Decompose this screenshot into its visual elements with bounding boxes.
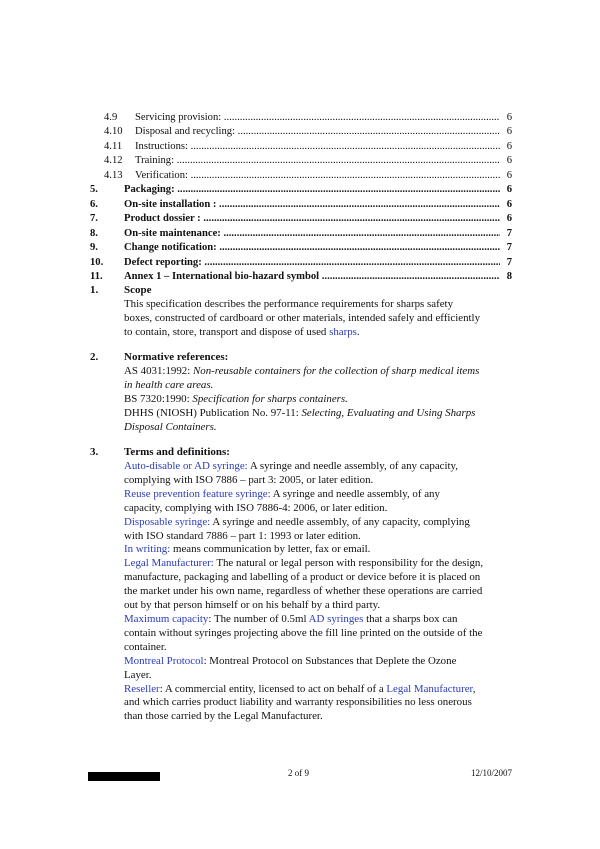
term-in-writing[interactable]: In writing: [124, 543, 171, 556]
footer-date: 12/10/2007 [471, 768, 513, 778]
footer-page-number: 2 of 9 [288, 768, 309, 778]
legal-manufacturer-link[interactable]: Legal Manufacturer [386, 682, 473, 695]
toc-entry[interactable] [90, 183, 512, 197]
terms-definitions: Auto-disable or AD syringe: A syringe and needle assembly, of any capacity, complying with ISO 7886 – part 3: 2005, or later edition. Reuse prevention feature syringe: A syringe and needle assembly, of any capacity, complying with ISO 7886-4: 2006, or later edition. Disposable syringe: A syringe and needle assembly, of any capacity, complying with ISO standard 7886 – part 1: 1993 or later edition. In writing: means communication by letter, fax or email. Legal Manufacturer: The natural or legal person with responsibility for the design, manufacture, packaging and labelling of a product or device before it is placed on the market under his own name, regardless of whether these operations are carried out by that person himself or on his behalf by a third party. Maximum capacity: The number of 0.5ml AD syringes that a sharps box can contain without syringes projecting above the fill line printed on the outside of the container. Montreal Protocol: Montreal Protocol on Substances that Deplete the Ozone Layer. Reseller: A commercial entity, licensed to act on behalf of a Legal Manufacturer, and which carries product liability and warranty responsibilities no less onerous than those carried by the Legal Manufacturer. [124, 460, 484, 723]
normative-references: AS 4031:1992: Non-reusable containers for the collection of sharp medical items in health care areas. BS 7320:1990: Specification for sharps containers. DHHS (NIOSH) Publication No. 97-11: Selecting, Evaluating and Using Sharps Disposal Containers. [124, 365, 480, 433]
scope-paragraph: This specification describes the performance requirements for sharps safety boxes, constructed of cardboard or other materials, intended safely and efficiently to contain, store, transport and dispose of used sharps. [124, 298, 481, 338]
term-legal-manufacturer[interactable]: Legal Manufacturer: [124, 557, 214, 570]
toc-entry-number: 5. [90, 184, 98, 196]
toc-entry-number: 4.10 [104, 126, 123, 138]
toc-entry-page: 7 [502, 227, 512, 241]
toc-entry-number: 9. [90, 242, 98, 254]
toc-entry-page: 6 [502, 212, 512, 226]
toc-entry-page: 6 [502, 183, 512, 197]
toc-entry[interactable] [90, 256, 512, 270]
section-heading-normative: Normative references: [124, 351, 229, 363]
section-number-scope: 1. [90, 284, 99, 296]
toc-entry[interactable] [90, 227, 512, 241]
section-heading-terms: Terms and definitions: [124, 446, 230, 458]
toc-entry-number: 4.12 [104, 155, 123, 167]
term-ad-syringe[interactable]: Auto-disable or AD syringe: [124, 460, 248, 472]
toc-entry-page: 6 [502, 198, 512, 212]
toc-entry-page: 6 [502, 125, 512, 139]
sharps-link[interactable]: sharps [329, 325, 357, 338]
toc-entry[interactable] [90, 241, 512, 255]
toc-entry[interactable] [90, 198, 512, 212]
toc-entry-title: Packaging: ..... [124, 183, 500, 197]
toc-entry-page: 8 [502, 270, 512, 284]
toc-entry[interactable] [104, 169, 512, 183]
toc-entry-title: Change notification: ..... [124, 241, 500, 255]
toc-entry-page: 6 [502, 169, 512, 183]
section-number-terms: 3. [90, 446, 99, 458]
toc-entry-title: Instructions: ..... [135, 140, 500, 154]
toc-entry-page: 6 [502, 140, 512, 154]
toc-entry[interactable] [104, 140, 512, 154]
term-maximum-capacity[interactable]: Maximum capacity [124, 612, 209, 625]
term-reseller[interactable]: Reseller [124, 682, 160, 695]
toc-entry-number: 4.13 [104, 169, 123, 181]
toc-entry-number: 7. [90, 213, 98, 225]
section-number-normative: 2. [90, 351, 99, 363]
term-montreal-protocol[interactable]: Montreal Protocol [124, 654, 204, 667]
toc-entry-number: 8. [90, 227, 98, 239]
toc-entry-page: 7 [502, 256, 512, 270]
toc-entry-title: Disposal and recycling: ..... [135, 125, 500, 139]
toc-entry-title: Servicing provision: ..... [135, 111, 500, 125]
toc-entry-title: Annex 1 – International bio-hazard symbol ..... [124, 270, 500, 284]
toc-entry[interactable] [90, 270, 512, 284]
toc-entry-number: 4.11 [104, 140, 123, 152]
toc-entry-page: 7 [502, 241, 512, 255]
toc-entry-page: 6 [502, 111, 512, 125]
redacted-document-id [88, 772, 160, 781]
toc-entry-number: 10. [90, 256, 104, 268]
toc-entry-page: 6 [502, 154, 512, 168]
toc-entry-title: On-site maintenance: ..... [124, 227, 500, 241]
toc-entry-title: On-site installation : ..... [124, 198, 500, 212]
toc-entry[interactable] [90, 212, 512, 226]
toc-entry[interactable] [104, 154, 512, 168]
term-reuse-prevention[interactable]: Reuse prevention feature syringe: [124, 487, 271, 500]
toc-entry-title: Training: ..... [135, 154, 500, 168]
toc-entry-title: Defect reporting: ..... [124, 256, 500, 270]
term-disposable-syringe[interactable]: Disposable syringe: [124, 515, 211, 528]
toc-entry-number: 4.9 [104, 112, 118, 123]
toc-entry-title: Product dossier : ..... [124, 212, 500, 226]
toc-entry-number: 11. [90, 270, 103, 282]
toc-entry-number: 6. [90, 198, 98, 210]
toc-entry[interactable] [104, 111, 512, 125]
toc-entry[interactable] [104, 125, 512, 139]
toc-entry-title: Verification: ..... [135, 169, 500, 183]
section-heading-scope: Scope [124, 284, 152, 296]
ad-syringes-link[interactable]: AD syringes [308, 612, 364, 625]
